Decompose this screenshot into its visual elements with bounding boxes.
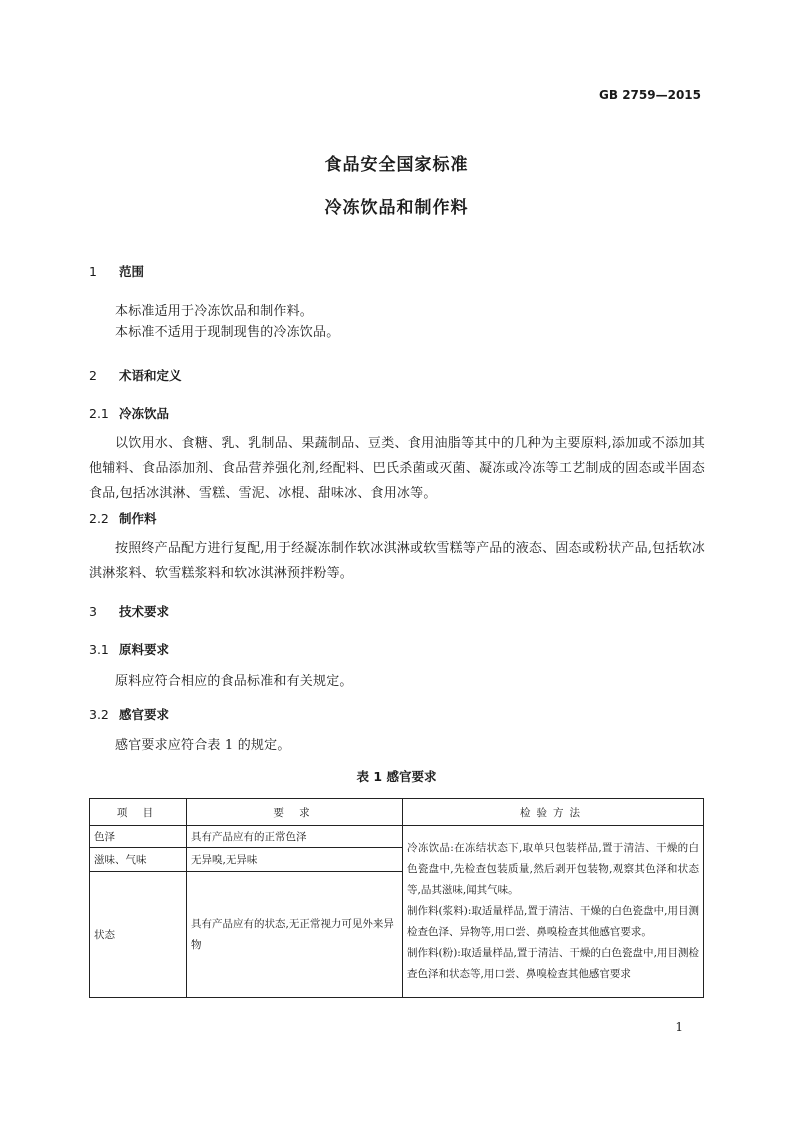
table-cell: 状态	[90, 872, 187, 998]
section-3-1-heading	[89, 640, 169, 658]
section-1-heading	[89, 262, 144, 280]
section-number: 2.2	[89, 511, 109, 526]
section-title: 技术要求	[119, 604, 170, 619]
section-title: 冷冻饮品	[119, 406, 170, 421]
section-number: 2	[89, 368, 97, 383]
section-title: 制作料	[119, 511, 157, 526]
standard-code: GB 2759—2015	[599, 88, 701, 102]
doc-title-line1: 食品安全国家标准	[324, 155, 469, 175]
column-header: 要 求	[187, 799, 403, 826]
section-3-heading	[89, 602, 169, 620]
sensory-requirements-table	[89, 798, 704, 998]
section-number: 2.1	[89, 406, 109, 421]
table-cell: 具有产品应有的状态,无正常视力可见外来异物	[187, 872, 403, 998]
section-3-2-heading	[89, 705, 169, 723]
table-cell: 具有产品应有的正常色泽	[187, 826, 403, 848]
paragraph: 以饮用水、食糖、乳、乳制品、果蔬制品、豆类、食用油脂等其中的几种为主要原料,添加或不添加其他辅料、食品添加剂、食品营养强化剂,经配料、巴氏杀菌或灭菌、凝冻或冷冻等工艺制成的固态或半固态食品,包括冰淇淋、雪糕、雪泥、冰棍、甜味冰、食用冰等。	[89, 436, 705, 501]
section-title: 原料要求	[119, 642, 170, 657]
table-header-row	[90, 799, 704, 826]
method-text: 冷冻饮品:在冻结状态下,取单只包装样品,置于清洁、干燥的白色瓷盘中,先检查包装质量,然后剥开包装物,观察其色泽和状态等,品其滋味,闻其气味。	[407, 842, 699, 896]
inspection-method-cell	[403, 826, 704, 998]
method-text: 制作料(粉):取适量样品,置于清洁、干燥的白色瓷盘中,用目测检查色泽和状态等,用口尝、鼻嗅检查其他感官要求	[407, 947, 699, 980]
table-row	[90, 826, 704, 848]
paragraph: 本标准适用于冷冻饮品和制作料。	[115, 304, 314, 319]
column-header: 检验方法	[403, 799, 704, 826]
section-number: 1	[89, 264, 97, 279]
section-number: 3.1	[89, 642, 109, 657]
section-2-2-heading	[89, 509, 157, 527]
paragraph: 按照终产品配方进行复配,用于经凝冻制作软冰淇淋或软雪糕等产品的液态、固态或粉状产品,包括软冰淇淋浆料、软雪糕浆料和软冰淇淋预拌粉等。	[89, 541, 705, 581]
paragraph: 感官要求应符合表 1 的规定。	[115, 738, 291, 753]
section-2-1-heading	[89, 404, 169, 422]
table-cell: 无异嗅,无异味	[187, 848, 403, 872]
section-title: 感官要求	[119, 707, 170, 722]
doc-title-line2: 冷冻饮品和制作料	[324, 198, 469, 218]
section-number: 3.2	[89, 707, 109, 722]
method-text: 制作料(浆料):取适量样品,置于清洁、干燥的白色瓷盘中,用目测检查色泽、异物等,用口尝、鼻嗅检查其他感官要求。	[407, 905, 699, 938]
table-cell: 滋味、气味	[90, 848, 187, 872]
section-title: 术语和定义	[119, 368, 182, 383]
paragraph: 原料应符合相应的食品标准和有关规定。	[115, 674, 353, 689]
paragraph: 本标准不适用于现制现售的冷冻饮品。	[115, 325, 340, 340]
page-number: 1	[675, 1020, 683, 1034]
section-2-heading	[89, 366, 182, 384]
section-number: 3	[89, 604, 97, 619]
column-header: 项 目	[90, 799, 187, 826]
table-cell: 色泽	[90, 826, 187, 848]
table-caption: 表 1 感官要求	[356, 769, 437, 784]
section-title: 范围	[119, 264, 145, 279]
